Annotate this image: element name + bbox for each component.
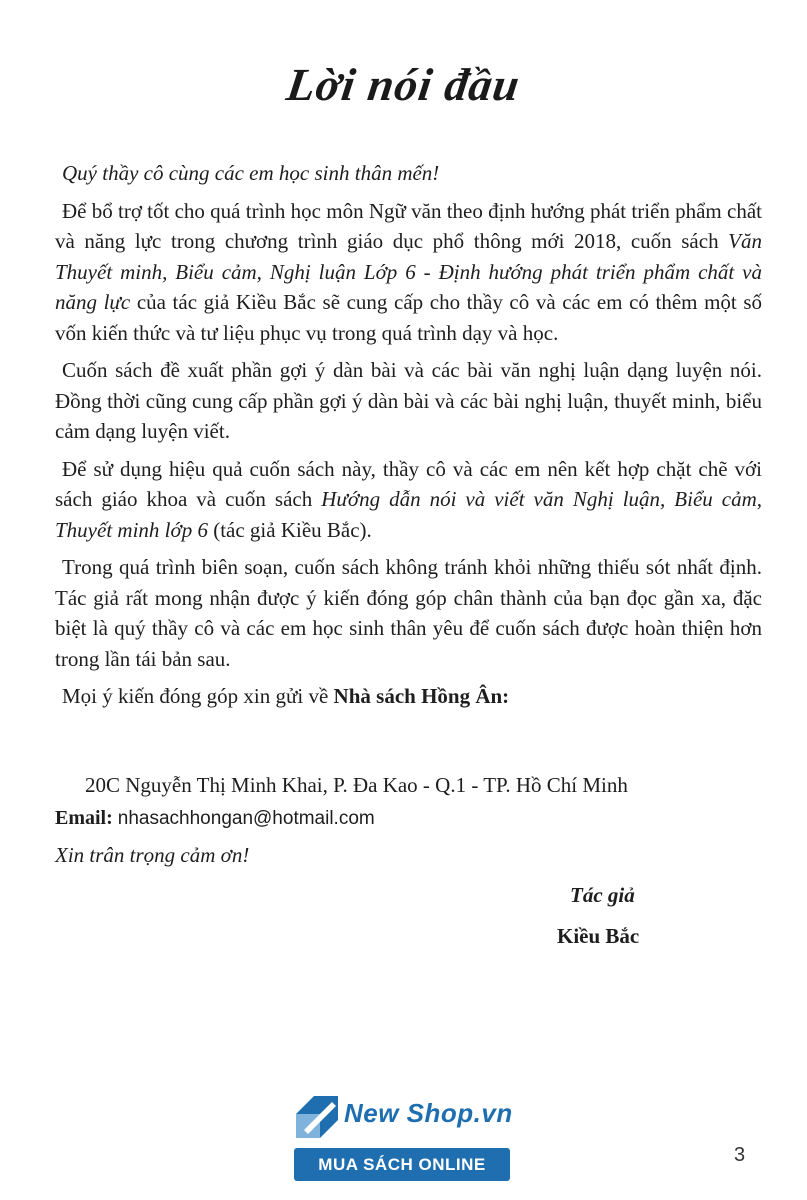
email-label: Email: [55,807,113,829]
logo-name: New Shop.vn [344,1098,513,1128]
signature-role: Tác giả [570,883,635,907]
email-line [55,807,375,830]
paragraph-contact [55,681,762,712]
paragraph-usage [55,454,762,546]
companion-book-title: Hướng dẫn nói và viết văn Nghị luận, Biểu cảm, Thuyết minh lớp 6 [55,487,762,542]
email-address: nhasachhongan@hotmail.com [117,808,375,829]
page-title: Lời nói đầu [283,59,524,110]
greeting: Quý thầy cô cùng các em học sinh thân mến! [62,161,440,185]
contact-text: Mọi ý kiến đóng góp xin gửi về [62,684,334,708]
preface-body [55,158,762,719]
publisher-address: 20C Nguyễn Thị Minh Khai, P. Đa Kao - Q.1 - TP. Hồ Chí Minh [85,773,628,797]
paragraph-content: Cuốn sách đề xuất phần gợi ý dàn bài và các bài văn nghị luận dạng luyện nói. Đồng thời cũng cung cấp phần gợi ý dàn bài và các bài nghị luận, thuyết minh, biểu cảm dạng luyện viết. [55,358,762,443]
page-number: 3 [734,1144,746,1166]
newshop-logo [292,1092,514,1184]
publisher-name: Nhà sách Hồng Ân: [333,684,510,708]
arrow-logo-icon [294,1094,340,1140]
book-title: Văn Thuyết minh, Biểu cảm, Nghị luận Lớp 6 - Định hướng phát triển phẩm chất và năng lực [55,229,762,314]
paragraph-intro-text-b: của tác giả Kiều Bắc sẽ cung cấp cho thầy cô và các em có thêm một số vốn kiến thức và tư liệu phục vụ trong quá trình dạy và học. [55,290,763,345]
paragraph-usage-text-a: Để sử dụng hiệu quả cuốn sách này, thầy cô và các em nên kết hợp chặt chẽ với sách giáo khoa và cuốn sách [55,456,762,511]
signature-name: Kiều Bắc [557,924,640,948]
logo-tagline: MUA SÁCH ONLINE [294,1148,510,1181]
paragraph-intro [55,196,762,349]
closing-thanks: Xin trân trọng cảm ơn! [55,843,250,867]
paragraph-feedback: Trong quá trình biên soạn, cuốn sách không tránh khỏi những thiếu sót nhất định. Tác giả rất mong nhận được ý kiến đóng góp chân thành của bạn đọc gần xa, đặc biệt là quý thầy cô và các em học sinh thân yêu để cuốn sách được hoàn thiện hơn trong lần tái bản sau. [55,555,762,671]
paragraph-intro-text-a: Để bổ trợ tốt cho quá trình học môn Ngữ văn theo định hướng phát triển phẩm chất và năng lực trong chương trình giáo dục phổ thông mới 2018, cuốn sách [55,198,762,253]
paragraph-usage-text-b: (tác giả Kiều Bắc). [207,517,372,542]
